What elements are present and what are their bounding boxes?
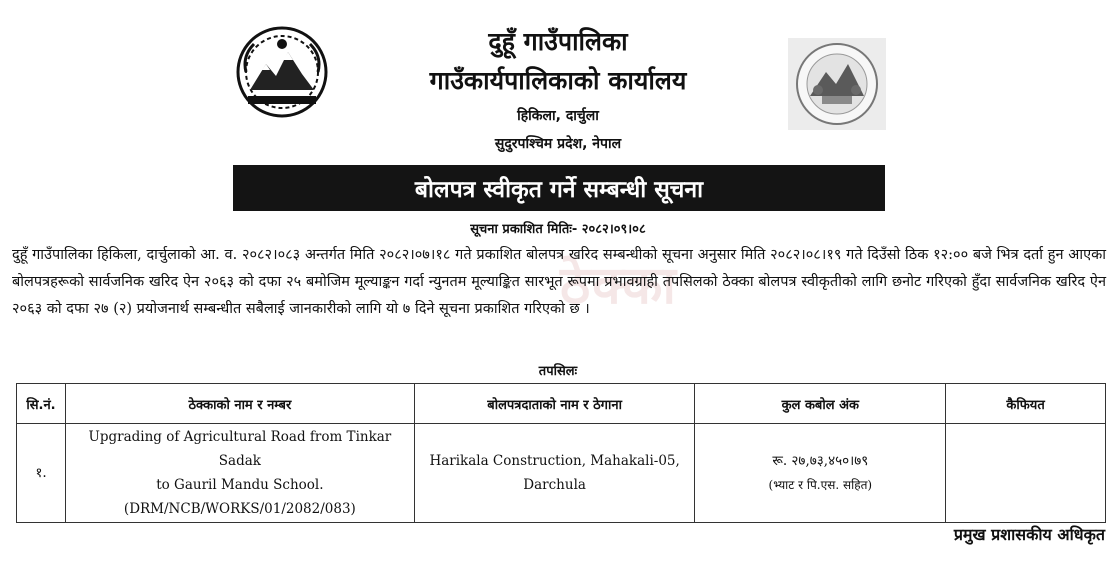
nepal-emblem-icon [236,26,328,118]
office-name: गाउँकार्यपालिकाको कार्यालय [429,66,687,95]
office-address: हिकिला, दार्चुला [517,108,599,124]
notice-title-banner [233,165,885,211]
header-amount: कुल कबोल अंक [695,384,946,424]
table-header-row [17,384,1106,424]
signature-title: प्रमुख प्रशासकीय अधिकृत [953,525,1105,544]
cell-amount [695,424,946,523]
watermark: ठेक्का [560,256,678,316]
notice-body: दुहूँ गाउँपालिका हिकिला, दार्चुलाको आ. व. २०८२।०८३ अन्तर्गत मिति २०८२।०७।१८ गते प्रकाशित बोलपत्र खरिद सम्बन्धीको सूचना अनुसार मिति २०८२।०८।१९ गते दिउँसो ठिक १२:०० बजे भित्र दर्ता हुन आएका बोलपत्रहरूको सार्वजनिक खरिद ऐन २०६३ को दफा २५ बमोजिम मूल्याङ्कन गर्दा न्युनतम मूल्याङ्कित सारभूत रूपमा प्रभावग्राही तपसिलको ठेक्का बोलपत्र स्वीकृतीको लागि छनोट गरिएको हुँदा सार्वजनिक खरिद ऐन २०६३ को दफा २७ (२) प्रयोजनार्थ सम्बन्धीत सबैलाई जानकारीको लागि यो ७ दिने सूचना प्रकाशित गरिएको छ । [12,247,1106,317]
municipality-name: दुहूँ गाउँपालिका [488,27,628,56]
header-contract: ठेक्काको नाम र नम्बर [65,384,414,424]
cell-sn: १. [17,424,66,523]
contract-line-2: to Gauril Mandu School. [156,477,324,493]
notice-title: बोलपत्र स्वीकृत गर्ने सम्बन्धी सूचना [414,177,704,203]
header-remarks: कैफियत [946,384,1106,424]
bidder-line-1: Harikala Construction, Mahakali-05, [429,453,680,469]
header-sn: सि.नं. [17,384,66,424]
contract-line-1: Upgrading of Agricultural Road from Tinkar Sadak [88,429,392,469]
cell-bidder [414,424,695,523]
amount-note: (भ्याट र पि.एस. सहित) [768,478,873,492]
cell-contract [65,424,414,523]
table-row [17,424,1106,523]
details-table [16,383,1106,523]
published-date: सूचना प्रकाशित मितिः- २०८२।०९।०८ [470,222,646,237]
cell-remarks [946,424,1106,523]
province-name: सुदुरपश्चिम प्रदेश, नेपाल [494,136,622,152]
details-label: तपसिलः [538,364,578,379]
bidder-line-2: Darchula [523,477,586,493]
municipality-logo-icon [788,38,886,130]
header-bidder: बोलपत्रदाताको नाम र ठेगाना [414,384,695,424]
contract-line-3: (DRM/NCB/WORKS/01/2082/083) [123,501,356,517]
amount-value: रू. २७,७३,४५०।७९ [772,453,869,469]
